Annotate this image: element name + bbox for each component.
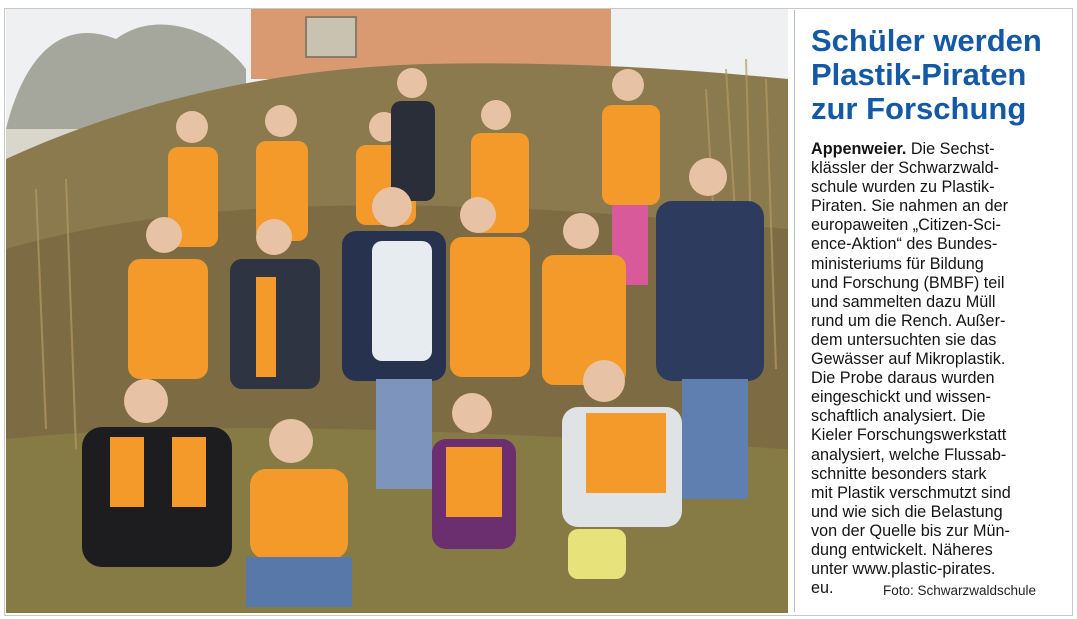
- body-line: eingeschickt und wissen-: [811, 388, 991, 407]
- body-line: klässler der Schwarzwald-: [811, 159, 1000, 178]
- group-photo-illustration: [6, 9, 788, 613]
- body-line: Gewässer auf Mikroplastik.: [811, 350, 1006, 369]
- body-line: und sammelten dazu Müll: [811, 292, 996, 311]
- article-text-column: [794, 10, 1071, 612]
- headline-line: Plastik-Piraten: [811, 57, 1027, 92]
- body-line-text: Die Sechst-: [906, 140, 995, 158]
- body-line: mit Plastik verschmutzt sind: [811, 483, 1011, 502]
- headline-line: zur Forschung: [811, 91, 1027, 126]
- body-line: europaweiten „Citizen-Sci-: [811, 216, 1001, 235]
- body-line: ence-Aktion“ des Bundes-: [811, 235, 998, 254]
- body-line: [811, 140, 1057, 159]
- body-line: schnitte besonders stark: [811, 464, 987, 483]
- body-line: dung entwickelt. Näheres: [811, 540, 993, 559]
- body-line: von der Quelle bis zur Mün-: [811, 521, 1010, 540]
- body-line: schaftlich analysiert. Die: [811, 407, 986, 426]
- body-line: unter www.plastic-pirates.: [811, 560, 996, 579]
- body-line: eu.: [811, 579, 834, 598]
- article-headline: [811, 24, 1067, 126]
- body-line: Kieler Forschungswerkstatt: [811, 426, 1007, 445]
- body-line: rund um die Rench. Außer-: [811, 311, 1006, 330]
- body-line: und Forschung (BMBF) teil: [811, 273, 1005, 292]
- group-photo: [6, 9, 788, 613]
- body-line: Piraten. Sie nahmen an der: [811, 197, 1009, 216]
- body-line: analysiert, welche Flussab-: [811, 445, 1007, 464]
- article-body: [811, 140, 1057, 598]
- photo-credit: Foto: Schwarzwaldschule: [883, 583, 1037, 599]
- body-line: dem untersuchten sie das: [811, 330, 997, 349]
- headline-line: Schüler werden: [811, 23, 1042, 58]
- body-line: schule wurden zu Plastik-: [811, 178, 995, 197]
- body-last-row: [811, 579, 1057, 598]
- body-line: und wie sich die Belastung: [811, 502, 1003, 521]
- dateline: Appenweier.: [811, 140, 907, 158]
- body-line: Die Probe daraus wurden: [811, 369, 995, 388]
- body-line: ministeriums für Bildung: [811, 254, 984, 273]
